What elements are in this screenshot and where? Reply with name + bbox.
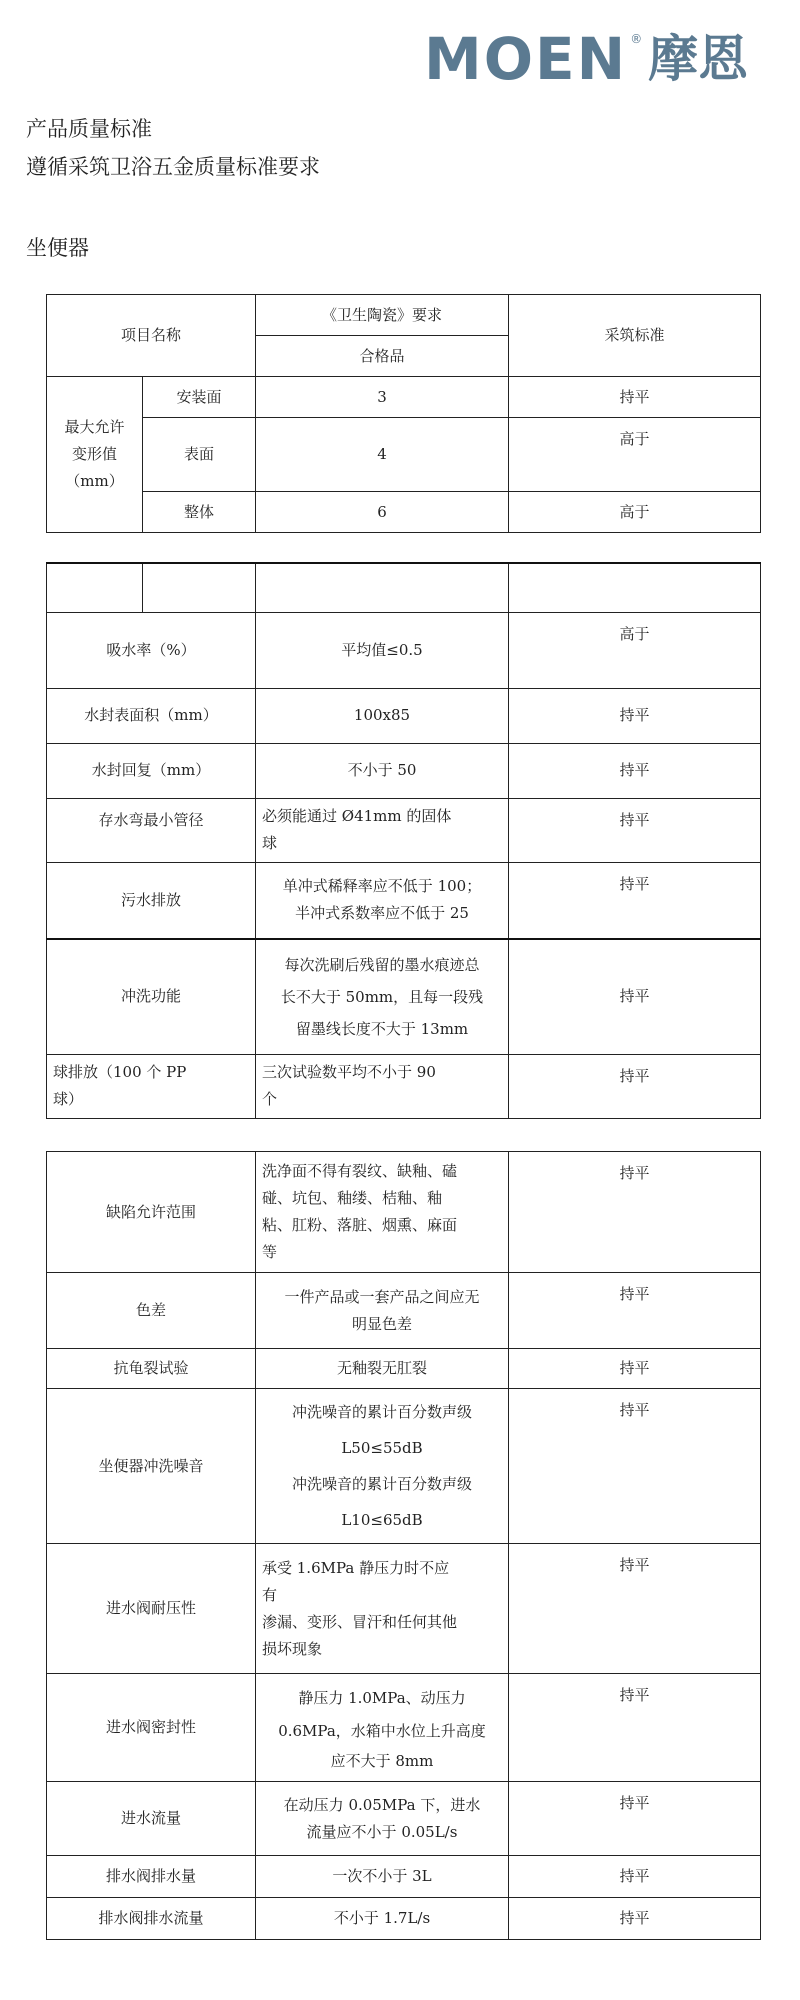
empty-cell [256,563,509,612]
item-label: 进水阀密封性 [47,1674,256,1782]
row-result: 持平 [509,377,761,418]
row-result: 持平 [509,939,761,1054]
header-standard-sub: 合格品 [256,336,509,377]
deformation-table [46,294,761,533]
requirement: 平均值≤0.5 [256,612,509,688]
row-result: 持平 [509,743,761,798]
item-label: 球排放（100 个 PP 球） [47,1054,256,1118]
header-caizhu-standard: 采筑标准 [509,295,761,377]
item-label: 存水弯最小管径 [47,798,256,862]
requirement: 不小于 50 [256,743,509,798]
item-label: 排水阀排水量 [47,1856,256,1898]
header-standard-top: 《卫生陶瓷》要求 [256,295,509,336]
row-result: 高于 [509,612,761,688]
item-label: 污水排放 [47,862,256,939]
row-value: 3 [256,377,509,418]
item-label: 抗龟裂试验 [47,1349,256,1389]
section-title-toilet: 坐便器 [26,236,89,260]
item-label: 色差 [47,1273,256,1349]
row-result: 高于 [509,492,761,533]
requirement: 不小于 1.7L/s [256,1898,509,1940]
item-label: 冲洗功能 [47,939,256,1054]
empty-cell [47,563,143,612]
row-sub-label: 表面 [143,418,256,492]
row-value: 6 [256,492,509,533]
row-result: 持平 [509,1544,761,1674]
row-sub-label: 安装面 [143,377,256,418]
heading-quality-standard: 产品质量标准 [26,117,152,141]
requirement: 无釉裂无肛裂 [256,1349,509,1389]
row-result: 持平 [509,1898,761,1940]
row-result: 持平 [509,1054,761,1118]
heading-standard-requirement: 遵循采筑卫浴五金质量标准要求 [26,155,320,179]
requirement: 必须能通过 Ø41mm 的固体 球 [256,798,509,862]
requirement: 三次试验数平均不小于 90 个 [256,1054,509,1118]
brand-name-en: MOEN [424,25,628,93]
group-label: 最大允许 变形值 （mm） [47,377,143,533]
item-label: 进水流量 [47,1782,256,1856]
appearance-valve-table [46,1151,761,1940]
requirement: 在动压力 0.05MPa 下，进水 流量应不小于 0.05L/s [256,1782,509,1856]
requirement: 单冲式稀释率应不低于 100； 半冲式系数率应不低于 25 [256,862,509,939]
row-result: 持平 [509,862,761,939]
empty-cell [509,563,761,612]
row-result: 持平 [509,1273,761,1349]
requirement: 100x85 [256,688,509,743]
row-result: 持平 [509,688,761,743]
item-label: 水封表面积（mm） [47,688,256,743]
header-item-name: 项目名称 [47,295,256,377]
item-label: 吸水率（%） [47,612,256,688]
row-result: 持平 [509,1782,761,1856]
item-label: 缺陷允许范围 [47,1152,256,1273]
row-value: 4 [256,418,509,492]
requirement: 静压力 1.0MPa、动压力 0.6MPa，水箱中水位上升高度 应不大于 8mm [256,1674,509,1782]
empty-cell [143,563,256,612]
row-result: 持平 [509,1349,761,1389]
requirement: 洗净面不得有裂纹、缺釉、磕 碰、坑包、釉缕、桔釉、釉 粘、肛粉、落脏、烟熏、麻面 等 [256,1152,509,1273]
row-result: 持平 [509,1674,761,1782]
requirement: 一件产品或一套产品之间应无 明显色差 [256,1273,509,1349]
brand-name-cn: 摩恩 [648,30,749,88]
brand-logo [424,25,749,93]
requirement: 承受 1.6MPa 静压力时不应 有 渗漏、变形、冒汗和任何其他 损坏现象 [256,1544,509,1674]
performance-table [46,562,761,1119]
row-sub-label: 整体 [143,492,256,533]
item-label: 水封回复（mm） [47,743,256,798]
requirement: 每次洗刷后残留的墨水痕迹总 长不大于 50mm，且每一段残 留墨线长度不大于 13mm [256,939,509,1054]
row-result: 持平 [509,1389,761,1544]
item-label: 坐便器冲洗噪音 [47,1389,256,1544]
registered-mark: ® [630,32,643,46]
requirement: 冲洗噪音的累计百分数声级 L50≤55dB 冲洗噪音的累计百分数声级 L10≤65dB [256,1389,509,1544]
row-result: 持平 [509,798,761,862]
row-result: 持平 [509,1856,761,1898]
item-label: 排水阀排水流量 [47,1898,256,1940]
row-result: 高于 [509,418,761,492]
row-result: 持平 [509,1152,761,1273]
requirement: 一次不小于 3L [256,1856,509,1898]
item-label: 进水阀耐压性 [47,1544,256,1674]
